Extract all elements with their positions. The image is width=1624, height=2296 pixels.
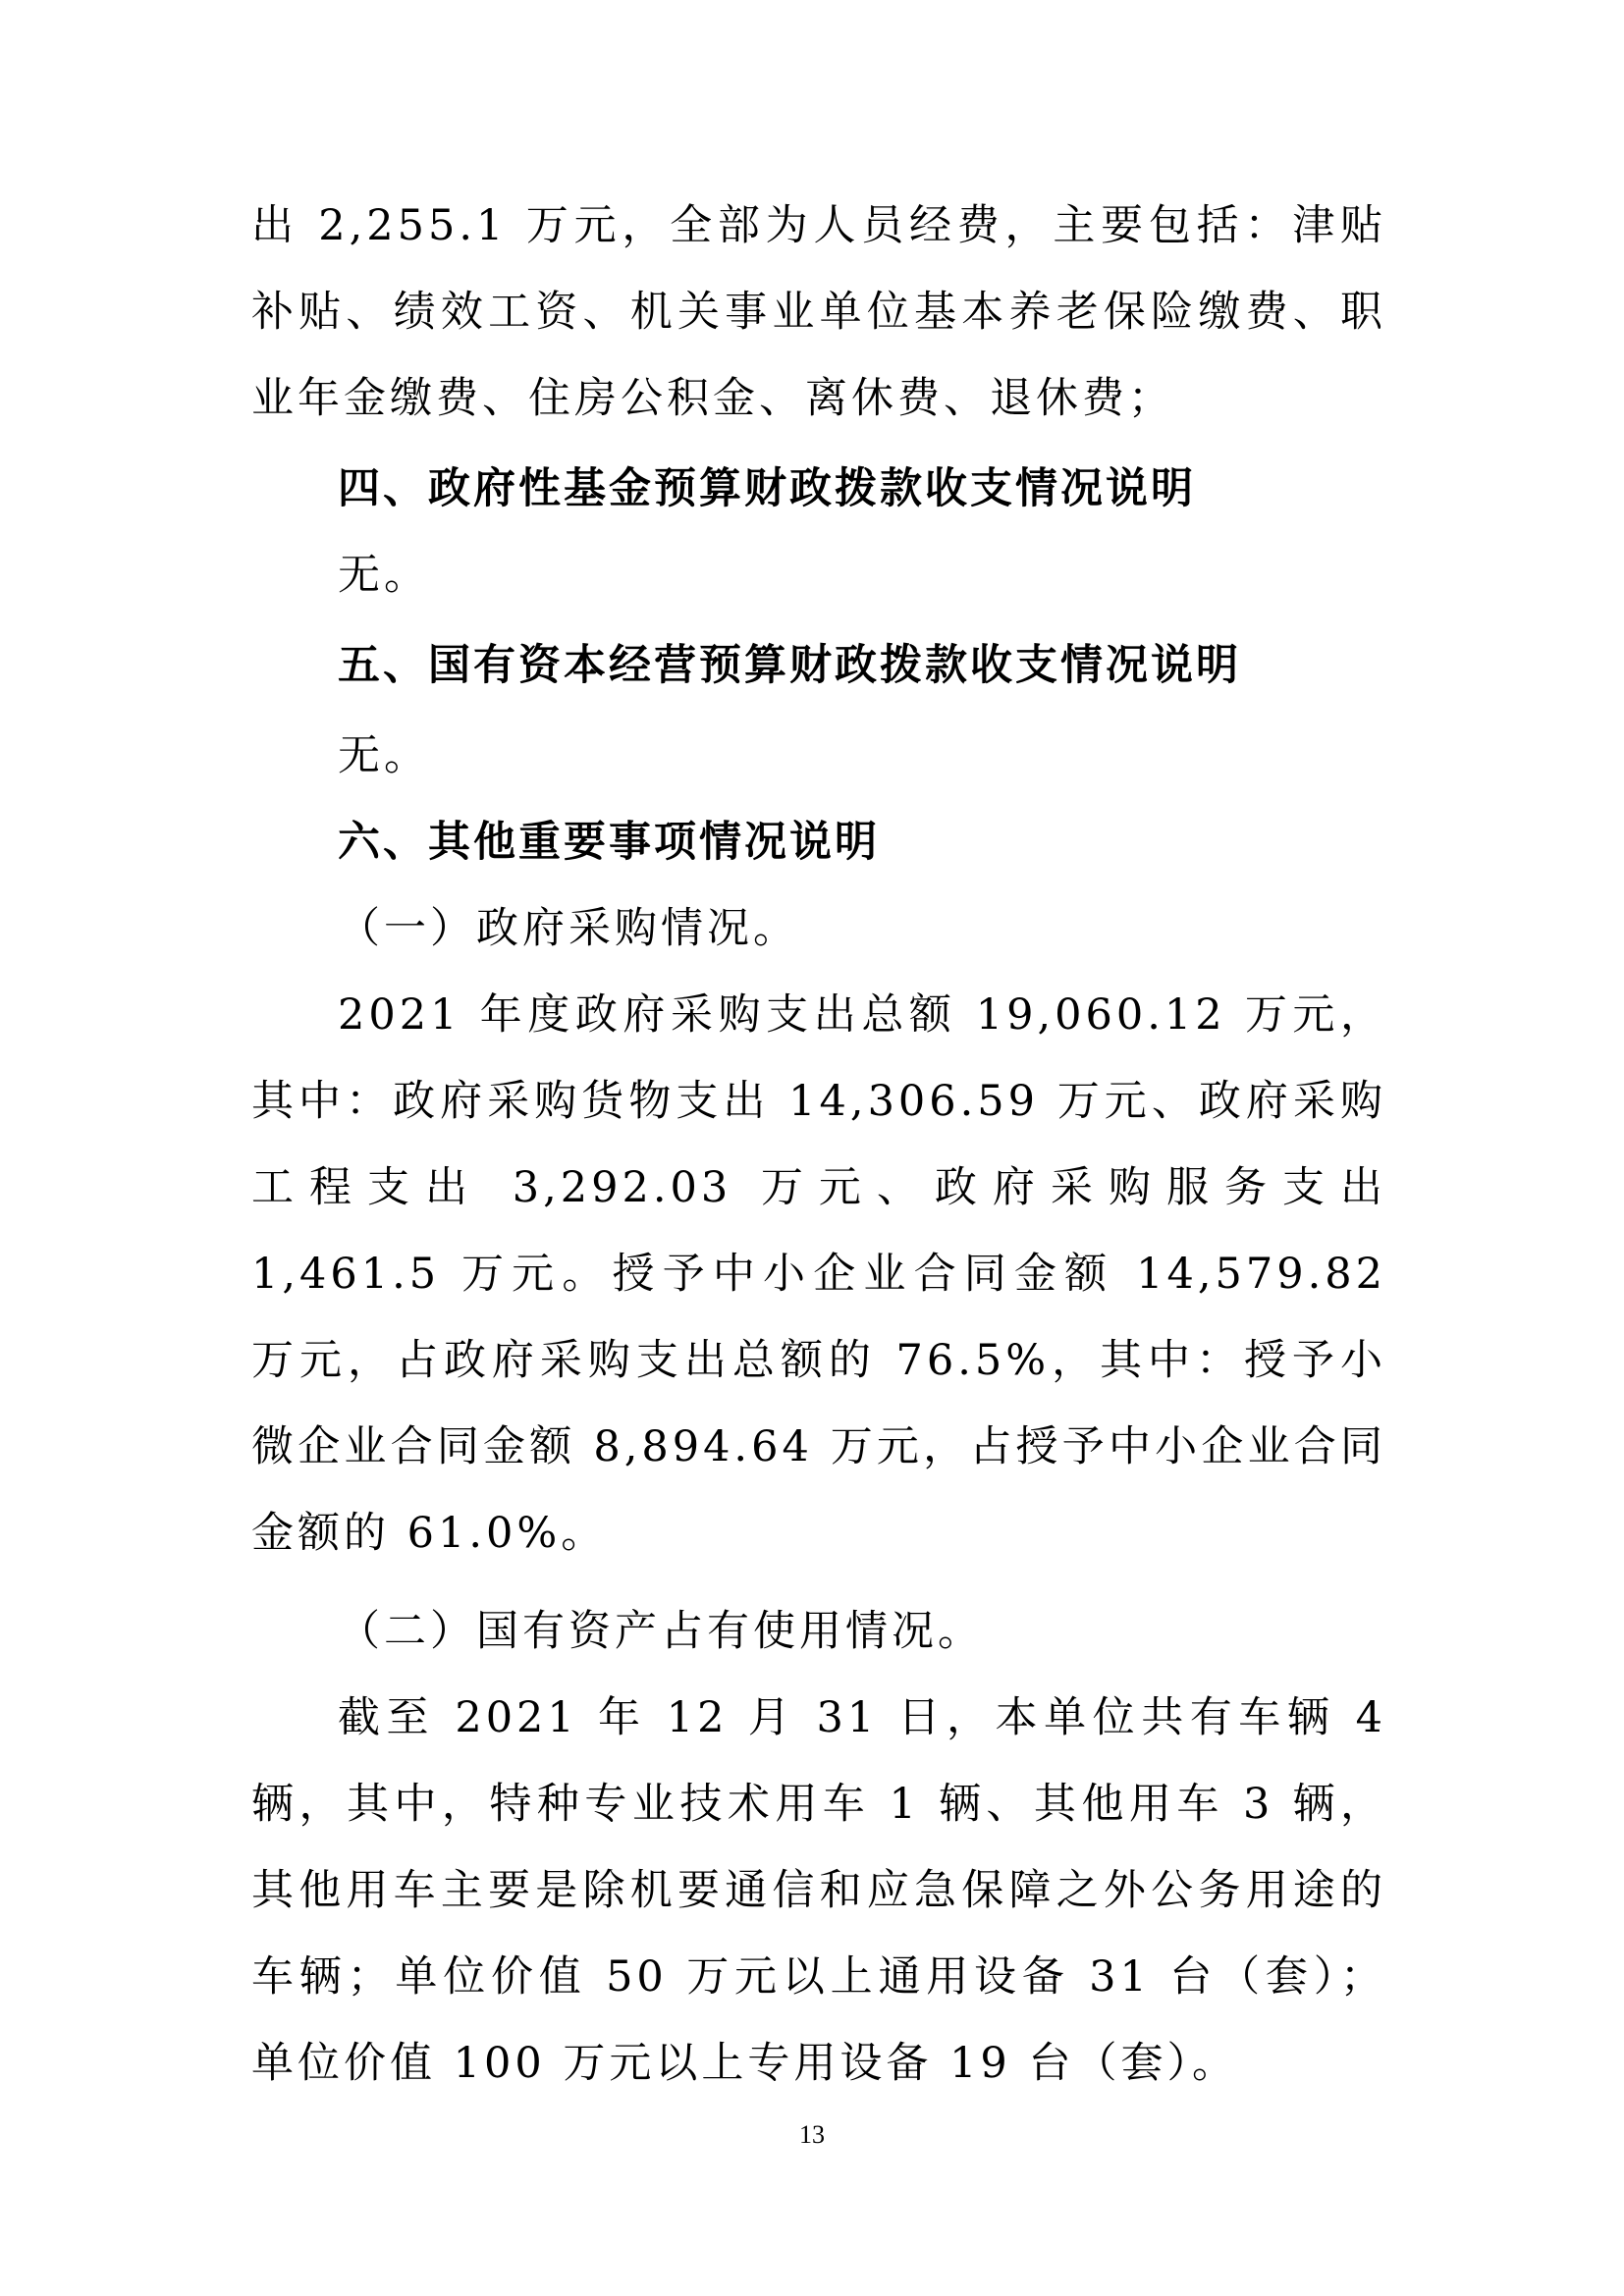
page-number: 13 bbox=[799, 2120, 825, 2149]
document-body bbox=[251, 183, 1386, 2107]
section-5-body: 无。 bbox=[338, 731, 430, 780]
subsection-1-heading: （一）政府采购情况。 bbox=[338, 904, 799, 953]
subsection-2-heading: （二）国有资产占有使用情况。 bbox=[338, 1607, 984, 1656]
subsection-2-body: 截至 2021 年 12 月 31 日，本单位共有车辆 4 辆，其中，特种专业技术用车 1 辆、其他用车 3 辆，其他用车主要是除机要通信和应急保障之外公务用途的车辆；单位价值 50 万元以上通用设备 31 台（套）；单位价值 100 万元以上专用设备 19 台（套）。 bbox=[251, 1693, 1386, 2088]
continued-paragraph: 出 2,255.1 万元，全部为人员经费，主要包括：津贴补贴、绩效工资、机关事业单位基本养老保险缴费、职业年金缴费、住房公积金、离休费、退休费； bbox=[251, 201, 1386, 423]
section-5-heading: 五、国有资本经营预算财政拨款收支情况说明 bbox=[338, 641, 1241, 690]
section-6-heading: 六、其他重要事项情况说明 bbox=[338, 818, 880, 867]
section-4-body: 无。 bbox=[338, 551, 430, 600]
subsection-1-body: 2021 年度政府采购支出总额 19,060.12 万元，其中：政府采购货物支出 14,306.59 万元、政府采购工程支出 3,292.03 万元、政府采购服务支出 1,461.5 万元。授予中小企业合同金额 14,579.82 万元，占政府采购支出总额的 76.5%，其中：授予小微企业合同金额 8,894.64 万元，占授予中小企业合同金额的 61.0%。 bbox=[251, 990, 1386, 1558]
section-4-heading: 四、政府性基金预算财政拨款收支情况说明 bbox=[338, 464, 1196, 513]
